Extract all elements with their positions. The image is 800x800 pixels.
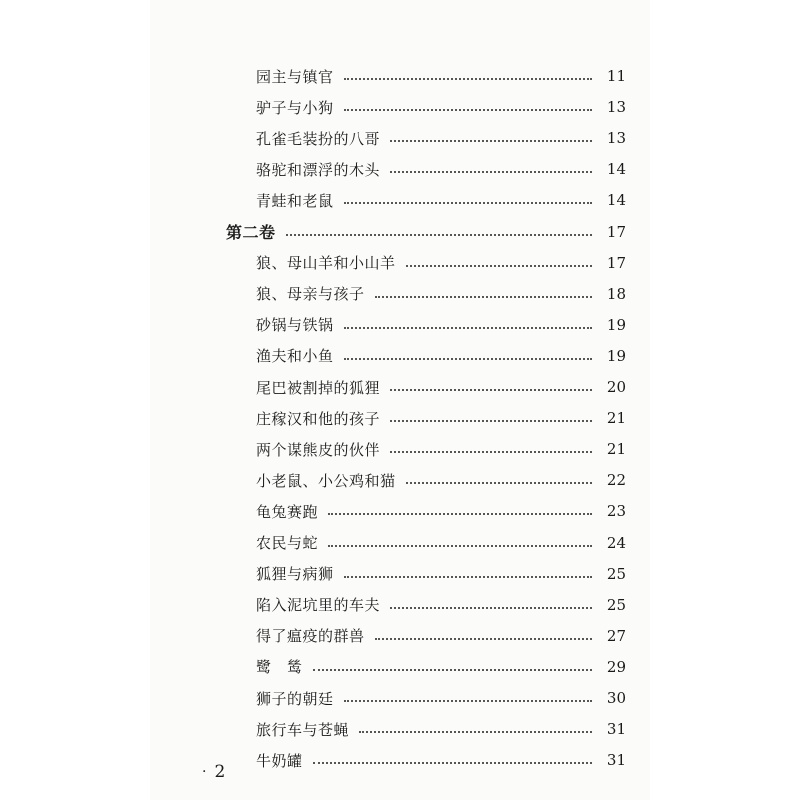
dot-leader <box>375 636 592 640</box>
toc-entry-page-number: 19 <box>606 346 626 365</box>
page-footer <box>202 762 225 782</box>
toc-entry-page-number: 18 <box>606 284 626 303</box>
dot-leader <box>390 418 592 422</box>
toc-entry-page-number: 24 <box>606 533 626 552</box>
dot-leader <box>359 729 592 733</box>
book-page <box>150 0 650 800</box>
dot-leader <box>344 200 592 204</box>
toc-entry-title: 园主与镇官 <box>256 67 334 86</box>
toc-entry-title: 狐狸与病狮 <box>256 565 334 584</box>
toc-entry-title: 青蛙和老鼠 <box>256 191 334 210</box>
dot-leader <box>344 574 592 578</box>
toc-entry-page-number: 17 <box>606 253 626 272</box>
toc-entry-title: 得了瘟疫的群兽 <box>256 627 365 646</box>
toc-entry-title: 驴子与小狗 <box>256 98 334 117</box>
toc-entry <box>150 186 626 214</box>
dot-leader <box>344 698 592 702</box>
dot-leader <box>406 480 592 484</box>
toc-entry-page-number: 13 <box>606 98 626 117</box>
toc-entry-title: 小老鼠、小公鸡和猫 <box>256 471 396 490</box>
toc-entry-title: 狮子的朝廷 <box>256 689 334 708</box>
toc-volume-heading <box>150 218 626 246</box>
toc-entry <box>150 529 626 557</box>
toc-entry-title: 农民与蛇 <box>256 534 319 552</box>
toc-entry-page-number: 31 <box>606 751 626 770</box>
toc-entry-title: 狼、母亲与孩子 <box>256 285 365 304</box>
toc-entry-title: 牛奶罐 <box>256 751 303 770</box>
toc-entry-title: 第二卷 <box>226 223 276 242</box>
toc-entry-page-number: 14 <box>606 191 626 210</box>
toc-entry-page-number: 29 <box>606 657 626 676</box>
toc-entry-page-number: 25 <box>606 595 626 614</box>
dot-leader <box>328 543 592 547</box>
toc-entry-page-number: 25 <box>606 564 626 583</box>
toc-entry-title: 渔夫和小鱼 <box>256 347 334 366</box>
dot-leader <box>344 325 592 329</box>
dot-leader <box>313 760 592 764</box>
toc-entry-title: 旅行车与苍蝇 <box>256 720 350 739</box>
toc-entry-title: 狼、母山羊和小山羊 <box>256 254 396 273</box>
toc-entry-title: 尾巴被割掉的狐狸 <box>256 378 381 397</box>
toc-entry <box>150 342 626 370</box>
toc-entry-title: 骆驼和漂浮的木头 <box>256 160 381 179</box>
toc-entry <box>150 497 626 525</box>
dot-leader <box>390 387 592 391</box>
toc-entry <box>150 715 626 743</box>
dot-leader <box>313 667 592 671</box>
toc-entry-title: 孔雀毛装扮的八哥 <box>256 129 381 148</box>
toc-entry <box>150 435 626 463</box>
toc-entry <box>150 560 626 588</box>
toc-entry <box>150 373 626 401</box>
footer-page-number: 2 <box>214 762 226 782</box>
dot-leader <box>390 169 592 173</box>
dot-leader <box>390 449 592 453</box>
toc-entry <box>150 653 626 681</box>
toc-entry-title: 陷入泥坑里的车夫 <box>256 596 381 615</box>
dot-leader <box>344 76 592 80</box>
toc-entry-page-number: 23 <box>606 502 626 521</box>
toc-entry <box>150 684 626 712</box>
toc-entry <box>150 93 626 121</box>
dot-leader <box>406 263 592 267</box>
toc-entry-title: 龟兔赛跑 <box>256 502 319 521</box>
dot-leader <box>375 294 592 298</box>
toc-entry-page-number: 21 <box>606 440 626 459</box>
toc-entry-title: 庄稼汉和他的孩子 <box>256 409 381 428</box>
footer-bullet: · <box>202 764 207 780</box>
dot-leader <box>344 356 592 360</box>
toc-entry-title: 两个谋熊皮的伙伴 <box>256 440 381 459</box>
toc-entry <box>150 280 626 308</box>
toc-entry-title: 砂锅与铁锅 <box>256 316 334 335</box>
toc-entry <box>150 124 626 152</box>
dot-leader <box>390 605 592 609</box>
toc-entry <box>150 62 626 90</box>
toc-entry <box>150 622 626 650</box>
toc-entry-page-number: 14 <box>606 160 626 179</box>
toc-entry-page-number: 20 <box>606 378 626 396</box>
toc-entry <box>150 591 626 619</box>
toc-entry <box>150 311 626 339</box>
toc-entry-page-number: 17 <box>606 222 626 241</box>
toc-entry-page-number: 30 <box>606 689 626 707</box>
toc-entry <box>150 155 626 183</box>
toc-entry-page-number: 22 <box>606 471 626 490</box>
toc-entry-page-number: 11 <box>606 67 626 85</box>
toc-entry-title: 鹭 鸶 <box>256 658 303 677</box>
toc-entry-page-number: 31 <box>606 720 626 739</box>
toc-entry <box>150 404 626 432</box>
dot-leader <box>328 511 592 515</box>
dot-leader <box>390 138 592 142</box>
toc-entry-page-number: 19 <box>606 315 626 334</box>
toc-entry <box>150 466 626 494</box>
dot-leader <box>286 232 592 236</box>
toc-entry <box>150 249 626 277</box>
toc-entry-page-number: 21 <box>606 409 626 428</box>
toc-entry-page-number: 27 <box>606 626 626 645</box>
dot-leader <box>344 107 592 111</box>
toc-entry-page-number: 13 <box>606 129 626 148</box>
